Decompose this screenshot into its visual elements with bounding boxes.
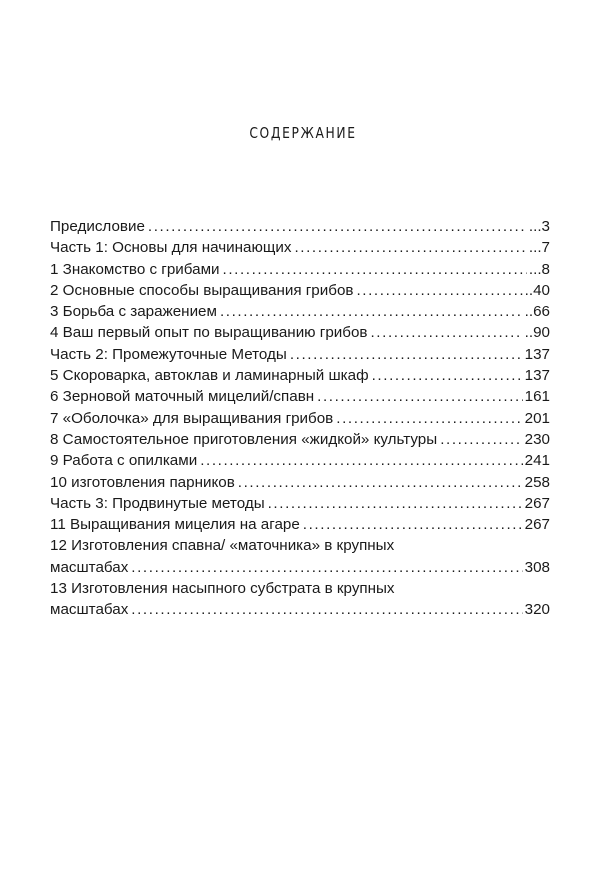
dot-leader	[317, 386, 523, 407]
toc-entry	[50, 237, 550, 258]
toc-entry-title: 3 Борьба с заражением	[50, 303, 217, 321]
dot-leader	[372, 365, 523, 386]
toc-entry-page: 137	[524, 345, 550, 363]
toc-entry-title: 12 Изготовления спавна/ «маточника» в крупных	[50, 537, 395, 555]
toc-entry	[50, 535, 550, 578]
toc-entry-page: ..90	[524, 324, 550, 342]
toc-entry-title: 1 Знакомство с грибами	[50, 260, 220, 278]
table-of-contents	[50, 216, 550, 621]
toc-entry-title: Часть 3: Продвинутые методы	[50, 494, 265, 512]
toc-entry-title: 11 Выращивания мицелия на агаре	[50, 516, 300, 534]
dot-leader	[131, 599, 522, 620]
dot-leader	[440, 429, 522, 450]
toc-entry-title: Часть 2: Промежуточные Методы	[50, 345, 287, 363]
toc-entry-page: 267	[524, 516, 550, 534]
toc-entry-title: 13 Изготовления насыпного субстрата в крупных	[50, 580, 395, 598]
toc-entry-title: 8 Самостоятельное приготовления «жидкой» культуры	[50, 430, 438, 448]
toc-entry-title: 6 Зерновой маточный мицелий/спавн	[50, 388, 315, 406]
toc-entry-page: ...7	[528, 239, 550, 257]
dot-leader	[148, 216, 527, 237]
toc-entry-title: Предисловие	[50, 218, 145, 235]
toc-entry-title: 4 Ваш первый опыт по выращиванию грибов	[50, 324, 368, 342]
toc-entry-page: ...8	[528, 260, 550, 278]
toc-entry-page: ..66	[524, 303, 550, 321]
dot-leader	[238, 472, 523, 493]
toc-entry-page: 258	[524, 473, 550, 491]
toc-entry	[50, 429, 550, 450]
toc-entry-title: масштабах	[50, 601, 129, 619]
toc-entry	[50, 259, 550, 280]
toc-entry	[50, 408, 550, 429]
toc-entry	[50, 365, 550, 386]
toc-entry-page: 241	[524, 452, 550, 470]
toc-entry-page: 308	[524, 558, 550, 576]
toc-entry	[50, 280, 550, 301]
toc-entry-page: 267	[524, 494, 550, 512]
toc-entry	[50, 472, 550, 493]
toc-entry	[50, 322, 550, 343]
dot-leader	[223, 259, 527, 280]
toc-entry-page: 201	[524, 409, 550, 427]
toc-entry-title: 9 Работа с опилками	[50, 452, 198, 470]
dot-leader	[131, 557, 522, 578]
dot-leader	[294, 237, 526, 258]
dot-leader	[200, 450, 522, 471]
toc-entry	[50, 301, 550, 322]
dot-leader	[336, 408, 522, 429]
dot-leader	[220, 301, 523, 322]
toc-entry-title: 2 Основные способы выращивания грибов	[50, 281, 354, 299]
toc-entry	[50, 450, 550, 471]
dot-leader	[356, 280, 522, 301]
toc-entry-page: 230	[524, 430, 550, 448]
toc-entry	[50, 216, 550, 237]
dot-leader	[268, 493, 523, 514]
toc-entry-page: 161	[524, 388, 550, 406]
toc-entry-title: 5 Скороварка, автоклав и ламинарный шкаф	[50, 367, 369, 385]
toc-entry-page: 320	[524, 601, 550, 619]
dot-leader	[290, 344, 523, 365]
page-title: СОДЕРЖАНИЕ	[249, 124, 357, 142]
toc-entry	[50, 344, 550, 365]
toc-entry-title: 10 изготовления парников	[50, 473, 235, 491]
toc-entry	[50, 578, 550, 621]
toc-entry-title: Часть 1: Основы для начинающих	[50, 239, 292, 257]
toc-entry	[50, 493, 550, 514]
toc-entry-title: масштабах	[50, 558, 129, 576]
toc-entry-page: 137	[524, 367, 550, 385]
toc-entry	[50, 386, 550, 407]
toc-entry-page: ...3	[528, 218, 550, 235]
toc-entry-title: 7 «Оболочка» для выращивания грибов	[50, 409, 334, 427]
toc-entry-page: ..40	[524, 281, 550, 299]
toc-entry	[50, 514, 550, 535]
dot-leader	[303, 514, 523, 535]
dot-leader	[370, 322, 522, 343]
